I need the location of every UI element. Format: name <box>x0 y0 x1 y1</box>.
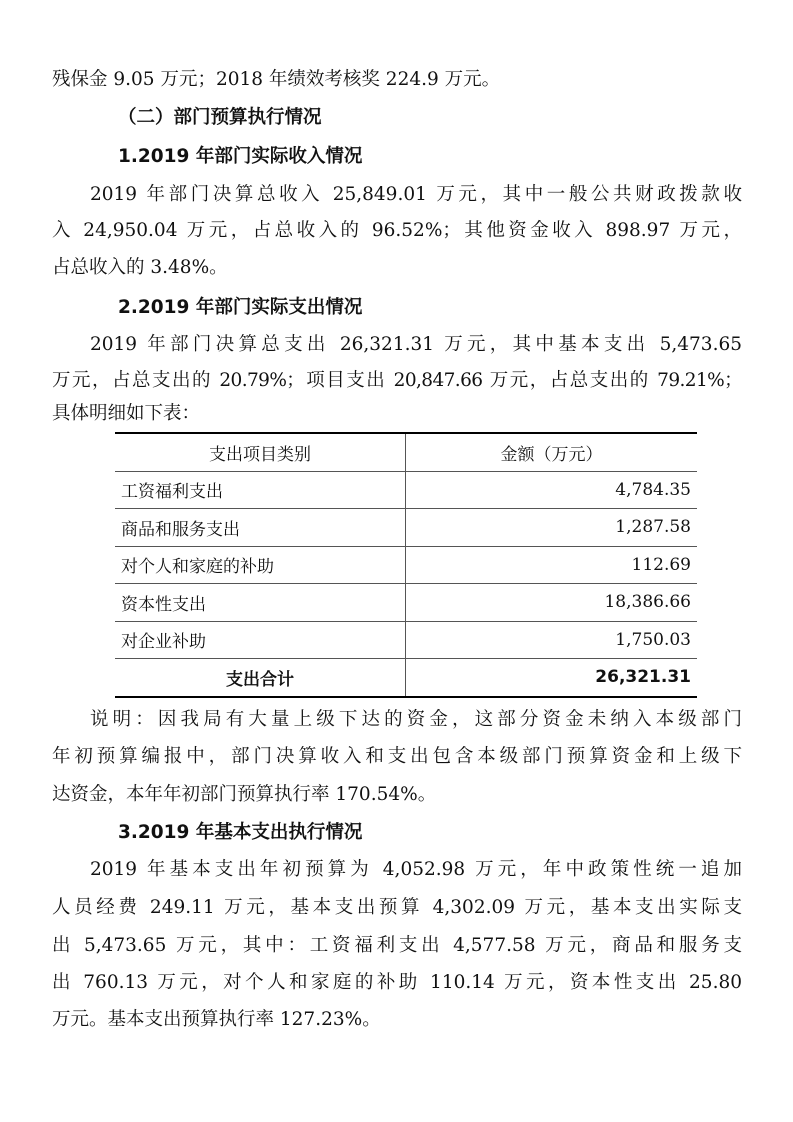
table-row <box>115 584 697 622</box>
row-value: 112.69 <box>406 546 698 584</box>
table-total-row <box>115 659 697 697</box>
row-value: 4,784.35 <box>406 471 698 509</box>
column-header-amount: 金额（万元） <box>406 433 698 471</box>
total-value: 26,321.31 <box>595 667 691 688</box>
paragraph-line: 入 24,950.04 万元，占总收入的 96.52%；其他资金收入 898.97 万元， <box>52 220 742 241</box>
paragraph-line: 人员经费 249.11 万元，基本支出预算 4,302.09 万元，基本支出实际支 <box>52 897 742 918</box>
row-label: 工资福利支出 <box>115 471 406 509</box>
paragraph-line: 2019 年部门决算总收入 25,849.01 万元，其中一般公共财政拨款收 <box>90 184 742 205</box>
paragraph-line: 残保金 9.05 万元；2018 年绩效考核奖 224.9 万元。 <box>52 69 501 90</box>
column-header-category: 支出项目类别 <box>115 433 406 471</box>
paragraph-line: 2019 年部门决算总支出 26,321.31 万元，其中基本支出 5,473.65 <box>90 334 742 355</box>
subsection-heading-basic-expenditure: 3.2019 年基本支出执行情况 <box>118 822 363 843</box>
paragraph-line: 出 760.13 万元，对个人和家庭的补助 110.14 万元，资本性支出 25.80 <box>52 972 742 993</box>
subsection-heading-expenditure: 2.2019 年部门实际支出情况 <box>118 297 363 318</box>
row-value: 1,750.03 <box>406 621 698 659</box>
paragraph-line: 具体明细如下表： <box>52 403 201 424</box>
table-header-row <box>115 433 697 471</box>
table-row <box>115 546 697 584</box>
note-line: 达资金，本年年初部门预算执行率 170.54%。 <box>52 784 437 805</box>
section-heading: （二）部门预算执行情况 <box>118 107 322 128</box>
table-row <box>115 509 697 547</box>
row-value: 18,386.66 <box>406 584 698 622</box>
paragraph-line: 2019 年基本支出年初预算为 4,052.98 万元，年中政策性统一追加 <box>90 859 742 880</box>
row-label: 对企业补助 <box>115 621 406 659</box>
paragraph-line: 万元。基本支出预算执行率 127.23%。 <box>52 1009 381 1030</box>
subsection-heading-income: 1.2019 年部门实际收入情况 <box>118 146 363 167</box>
row-label: 资本性支出 <box>115 584 406 622</box>
row-label: 商品和服务支出 <box>115 509 406 547</box>
paragraph-line: 占总收入的 3.48%。 <box>52 257 228 278</box>
total-label: 支出合计 <box>115 659 406 697</box>
row-value: 1,287.58 <box>406 509 698 547</box>
expenditure-table <box>115 432 697 698</box>
table-row <box>115 621 697 659</box>
table-row <box>115 471 697 509</box>
note-line: 年初预算编报中，部门决算收入和支出包含本级部门预算资金和上级下 <box>52 746 742 767</box>
row-label: 对个人和家庭的补助 <box>115 546 406 584</box>
paragraph-line: 出 5,473.65 万元，其中：工资福利支出 4,577.58 万元，商品和服务支 <box>52 935 742 956</box>
paragraph-line: 万元，占总支出的 20.79%；项目支出 20,847.66 万元，占总支出的 79.21%； <box>52 370 742 391</box>
note-line: 说明：因我局有大量上级下达的资金，这部分资金未纳入本级部门 <box>90 709 742 730</box>
